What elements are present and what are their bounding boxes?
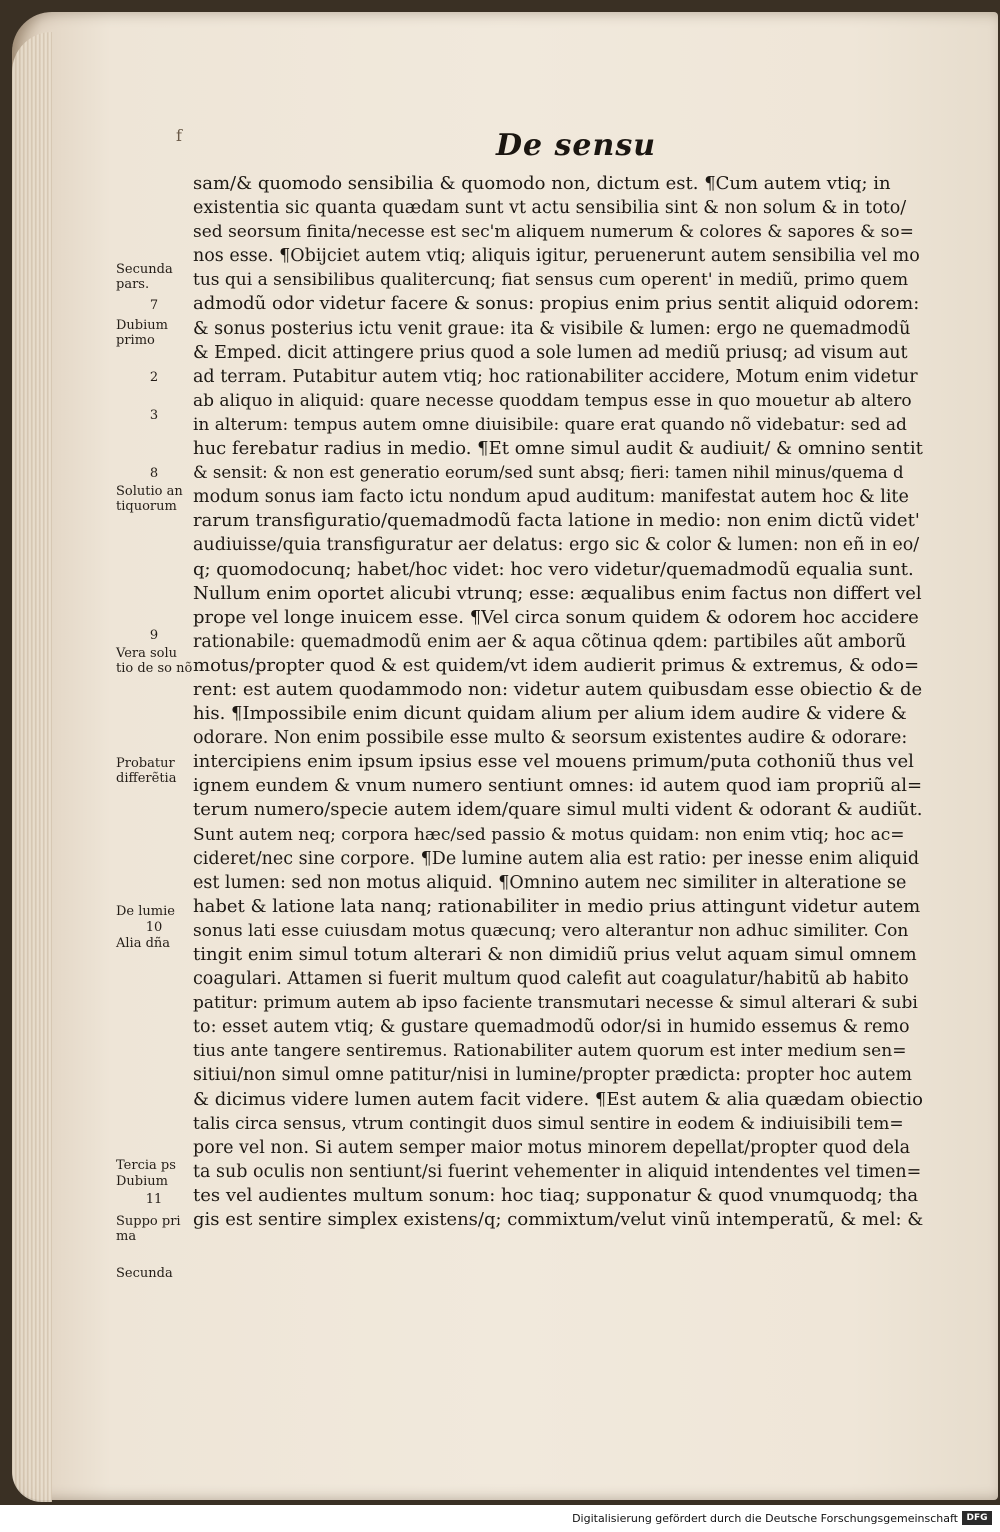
text-line: & sensit: & non est generatio eorum/sed sunt absq; fieri: tamen nihil minus/quema d xyxy=(193,463,904,483)
text-line: & sonus posterius ictu venit graue: ita & visibile & lumen: ergo ne quemadmodũ xyxy=(193,318,911,339)
text-line: ad terram. Putabitur autem vtiq; hoc rationabiliter accidere, Motum enim videtur xyxy=(193,366,918,387)
margin-note: Probatur differẽtia xyxy=(116,756,177,786)
text-line: tius ante tangere sentiremus. Rationabiliter autem quorum est inter medium sen= xyxy=(193,1041,907,1062)
text-line: intercipiens enim ipsum ipsius esse vel mouens primum/puta cothoniũ thus vel xyxy=(193,751,914,773)
margin-note-number: 9 xyxy=(149,628,159,643)
text-line: to: esset autem vtiq; & gustare quemadmodũ odor/si in humido essemus & remo xyxy=(193,1017,910,1038)
text-line: ignem eundem & vnum numero sentiunt omnes: id autem quod iam propriũ al= xyxy=(193,775,923,797)
margin-note: Secunda xyxy=(116,1266,173,1281)
footer-bar xyxy=(0,1505,1000,1532)
margin-note: De lumie xyxy=(116,904,175,919)
text-line: huc ferebatur radius in medio. ¶Et omne simul audit & audiuit/ & omnino sentit xyxy=(193,438,923,460)
text-line: sed seorsum finita/necesse est sec'm aliquem numerum & colores & sapores & so= xyxy=(193,222,914,243)
text-line: patitur: primum autem ab ipso faciente transmutari necesse & simul alterari & subi xyxy=(193,993,918,1014)
body-text xyxy=(193,172,923,1232)
text-line: rent: est autem quodammodo non: videtur autem quibusdam esse obiectio & de xyxy=(193,678,923,700)
text-line: audiuisse/quia transfiguratur aer delatus: ergo sic & color & lumen: non eñ in eo/ xyxy=(193,535,920,556)
text-line: admodũ odor videtur facere & sonus: propius enim prius sentit aliquid odorem: xyxy=(193,293,920,315)
text-line: gis est sentire simplex existens/q; commixtum/velut vinũ intemperatũ, & mel: & xyxy=(193,1209,923,1231)
text-line: pore vel non. Si autem semper maior motus minorem depellat/propter quod dela xyxy=(193,1137,911,1158)
margin-note-number: 2 xyxy=(149,370,159,385)
text-line: q; quomodocunq; habet/hoc videt: hoc vero videtur/quemadmodũ equalia sunt. xyxy=(193,558,914,580)
text-line: in alterum: tempus autem omne diuisibile: quare erat quando nõ videbatur: sed ad xyxy=(193,414,907,435)
margin-note: Dubium primo xyxy=(116,318,168,348)
text-line: tus qui a sensibilibus qualitercunq; fiat sensus cum operent' in mediũ, primo quem xyxy=(193,270,909,291)
margin-note-number: 7 xyxy=(149,298,159,313)
text-line: odorare. Non enim possibile esse multo & seorsum existentes audire & odorare: xyxy=(193,728,908,749)
margin-note: Vera solu tio de so nõ xyxy=(116,646,193,676)
margin-note-number: 10 xyxy=(145,920,163,935)
text-line: existentia sic quanta quædam sunt vt actu sensibilia sint & non solum & in toto/ xyxy=(193,198,907,219)
text-line: sonus lati esse cuiusdam motus quæcunq; vero alterantur non adhuc similiter. Con xyxy=(193,920,909,941)
funding-credit: Digitalisierung gefördert durch die Deutsche Forschungsgemeinschaft xyxy=(572,1512,958,1525)
margin-note-number: 11 xyxy=(145,1192,163,1207)
margin-note-number: 3 xyxy=(149,408,159,423)
running-head: De sensu xyxy=(496,128,657,163)
text-line: ab aliquo in aliquid: quare necesse quoddam tempus esse in quo mouetur ab altero xyxy=(193,390,912,411)
text-line: rationabile: quemadmodũ enim aer & aqua cõtinua qdem: partibiles aũt amborũ xyxy=(193,631,907,652)
text-line: sam/& quomodo sensibilia & quomodo non, dictum est. ¶Cum autem vtiq; in xyxy=(193,173,891,194)
text-line: prope vel longe inuicem esse. ¶Vel circa sonum quidem & odorem hoc accidere xyxy=(193,606,919,628)
page-edges xyxy=(12,32,52,1502)
text-line: ta sub oculis non sentiunt/si fuerint vehementer in aliquid intendentes vel timen= xyxy=(193,1161,922,1182)
text-line: habet & latione lata nanq; rationabiliter in medio prius attingunt videtur autem xyxy=(193,895,921,917)
text-line: terum numero/specie autem idem/quare simul multi vident & odorant & audiũt. xyxy=(193,799,923,821)
text-line: talis circa sensus, vtrum contingit duos simul sentire in eodem & indiuisibili tem= xyxy=(193,1113,904,1134)
text-line: Nullum enim oportet alicubi vtrunq; esse: æqualibus enim factus non differt vel xyxy=(193,582,922,604)
dfg-logo-icon: DFG xyxy=(962,1511,992,1525)
text-line: modum sonus iam facto ictu nondum apud auditum: manifestat autem hoc & lite xyxy=(193,487,909,508)
text-line: & dicimus videre lumen autem facit videre. ¶Est autem & alia quædam obiectio xyxy=(193,1088,923,1110)
folio-mark: f xyxy=(176,126,182,145)
text-line: est lumen: sed non motus aliquid. ¶Omnino autem nec similiter in alteratione se xyxy=(193,872,907,893)
text-line: tingit enim simul totum alterari & non dimidiũ prius velut aquam simul omnem xyxy=(193,944,917,965)
margin-note: Suppo pri ma xyxy=(116,1214,181,1244)
text-line: nos esse. ¶Obijciet autem vtiq; aliquis igitur, peruenerunt autem sensibilia vel mo xyxy=(193,246,920,267)
text-line: & Emped. dicit attingere prius quod a sole lumen ad mediũ priusq; ad visum aut xyxy=(193,342,908,363)
text-line: cideret/nec sine corpore. ¶De lumine autem alia est ratio: per inesse enim aliquid xyxy=(193,848,920,869)
text-line: rarum transfiguratio/quemadmodũ facta latione in medio: non enim dictũ videt' xyxy=(193,510,920,532)
margin-note: Tercia ps xyxy=(116,1158,176,1173)
text-line: his. ¶Impossibile enim dicunt quidam alium per alium idem audire & videre & xyxy=(193,703,907,725)
margin-note: Alia dña xyxy=(116,936,171,951)
text-line: Sunt autem neq; corpora hæc/sed passio & motus quidam: non enim vtiq; hoc ac= xyxy=(193,824,905,845)
text-line: tes vel audientes multum sonum: hoc tiaq; supponatur & quod vnumquodq; tha xyxy=(193,1184,919,1206)
text-line: motus/propter quod & est quidem/vt idem audierit primus & extremus, & odo= xyxy=(193,654,920,676)
margin-note: Solutio an tiquorum xyxy=(116,484,183,514)
margin-note: Secunda pars. xyxy=(116,262,173,292)
text-line: sitiui/non simul omne patitur/nisi in lumine/propter prædicta: propter hoc autem xyxy=(193,1065,913,1086)
margin-note-number: 8 xyxy=(149,466,159,481)
margin-note: Dubium xyxy=(116,1174,168,1189)
text-line: coagulari. Attamen si fuerit multum quod calefit aut coagulatur/habitũ ab habito xyxy=(193,969,909,990)
